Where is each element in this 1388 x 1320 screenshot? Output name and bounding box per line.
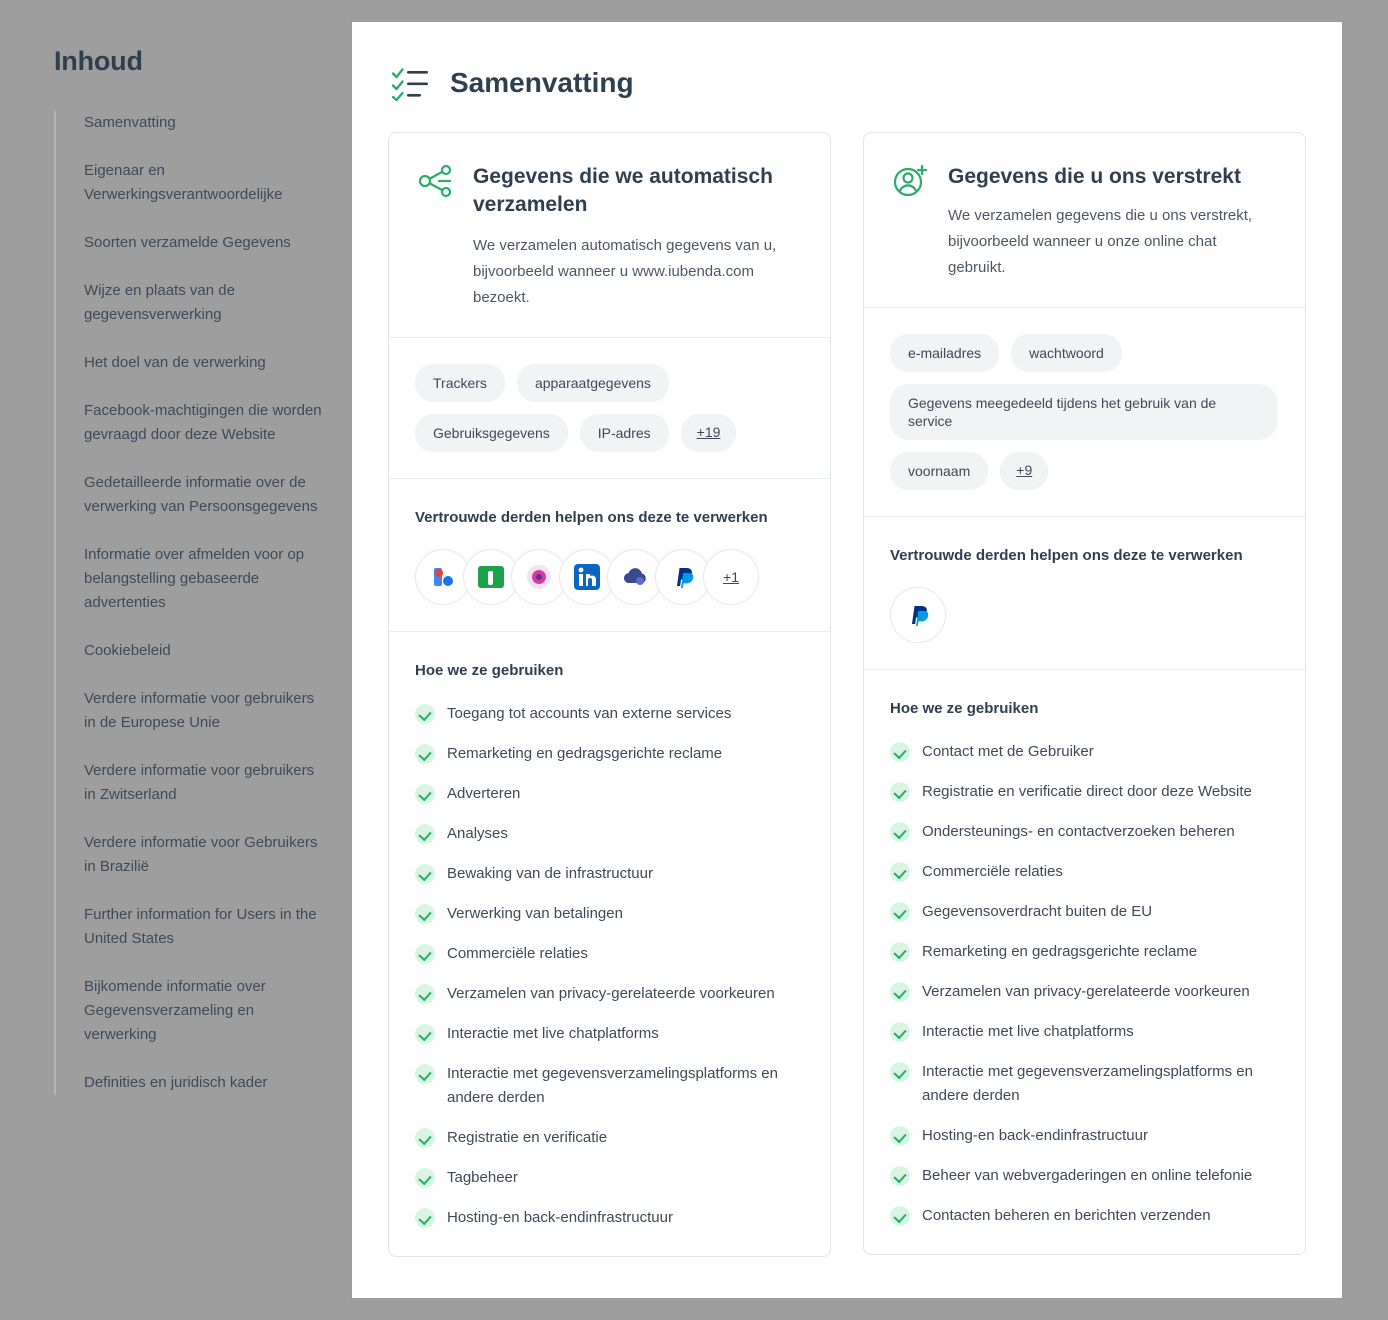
card2-use-11: Contacten beheren en berichten verzenden <box>922 1207 1211 1224</box>
card2-description: We verzamelen gegevens die u ons verstrekt, bijvoorbeeld wanneer u onze online chat gebruikt. <box>948 207 1253 276</box>
list-item <box>415 702 802 726</box>
card1-uses-section <box>389 632 830 1256</box>
check-icon <box>890 1126 910 1146</box>
check-icon <box>415 944 435 964</box>
list-item <box>890 900 1277 924</box>
paypal-logo[interactable] <box>890 587 946 643</box>
card1-third-parties-more-label: +1 <box>723 569 739 585</box>
card1-use-5: Verwerking van betalingen <box>447 905 623 922</box>
list-item <box>890 1164 1277 1188</box>
card2-use-2: Ondersteunings- en contactverzoeken beheren <box>922 823 1235 840</box>
card2-data-chips <box>890 334 1277 490</box>
card1-use-4: Bewaking van de infrastructuur <box>447 865 653 882</box>
list-item <box>890 820 1277 844</box>
list-item <box>415 862 802 886</box>
sidebar-item-zwitserland[interactable]: Verdere informatie voor gebruikers in Zwitserland <box>84 762 315 803</box>
check-icon <box>415 704 435 724</box>
list-item <box>890 980 1277 1004</box>
list-item <box>415 942 802 966</box>
list-item <box>415 1166 802 1190</box>
sidebar-item-definities[interactable]: Definities en juridisch kader <box>84 1074 268 1091</box>
check-icon <box>890 1022 910 1042</box>
card2-third-parties-title: Vertrouwde derden helpen ons deze te verwerken <box>890 547 1243 564</box>
toc-list <box>54 111 328 1095</box>
card-automatically-collected-data <box>388 132 831 1257</box>
user-add-icon <box>890 161 930 201</box>
card1-use-11: Tagbeheer <box>447 1169 518 1186</box>
card2-uses-list <box>890 740 1277 1228</box>
card2-chips-section <box>864 308 1305 517</box>
card1-use-12: Hosting-en back-endinfrastructuur <box>447 1209 673 1226</box>
sidebar-item-facebook-machtigingen[interactable]: Facebook-machtigingen die worden gevraagd door deze Website <box>84 402 322 443</box>
sidebar-item-brazilie[interactable]: Verdere informatie voor Gebruikers in Brazilië <box>84 834 318 875</box>
card2-header-section <box>864 133 1305 308</box>
card2-third-parties-section <box>864 517 1305 670</box>
sidebar-item-cookiebeleid[interactable]: Cookiebeleid <box>84 642 171 659</box>
check-icon <box>890 1206 910 1226</box>
page-header <box>352 22 1342 132</box>
card2-use-3: Commerciële relaties <box>922 863 1063 880</box>
sidebar-item-wijze-plaats[interactable]: Wijze en plaats van de gegevensverwerking <box>84 282 235 323</box>
card2-use-6: Verzamelen van privacy-gerelateerde voorkeuren <box>922 983 1250 1000</box>
card1-data-chips <box>415 364 802 452</box>
card2-uses-section <box>864 670 1305 1254</box>
check-icon <box>890 1062 910 1082</box>
list-item <box>890 1124 1277 1148</box>
page-title: Samenvatting <box>450 67 634 98</box>
card2-use-7: Interactie met live chatplatforms <box>922 1023 1134 1040</box>
sidebar-item-united-states[interactable]: Further information for Users in the United States <box>84 906 317 947</box>
card2-use-0: Contact met de Gebruiker <box>922 743 1094 760</box>
list-item <box>415 1022 802 1046</box>
chip-e-mailadres: e-mailadres <box>890 334 999 372</box>
card1-uses-list <box>415 702 802 1230</box>
card1-use-7: Verzamelen van privacy-gerelateerde voorkeuren <box>447 985 775 1002</box>
list-item <box>890 1204 1277 1228</box>
list-item <box>415 1062 802 1110</box>
check-icon <box>415 784 435 804</box>
chip-ip-adres: IP-adres <box>580 414 669 452</box>
check-icon <box>890 902 910 922</box>
card1-use-9: Interactie met gegevensverzamelingsplatforms en andere derden <box>447 1065 778 1106</box>
check-icon <box>415 1168 435 1188</box>
list-item <box>415 902 802 926</box>
sidebar-item-samenvatting[interactable]: Samenvatting <box>84 114 176 131</box>
card1-uses-title: Hoe we ze gebruiken <box>415 662 564 679</box>
sidebar-item-eigenaar[interactable]: Eigenaar en Verwerkingsverantwoordelijke <box>84 162 283 203</box>
check-icon <box>890 822 910 842</box>
card1-header-section <box>389 133 830 338</box>
card2-use-4: Gegevensoverdracht buiten de EU <box>922 903 1153 920</box>
check-icon <box>415 984 435 1004</box>
card1-title: Gegevens die we automatisch verzamelen <box>473 165 773 216</box>
chip-show-more-data-card2[interactable]: +9 <box>1000 452 1048 490</box>
check-icon <box>415 864 435 884</box>
card1-use-3: Analyses <box>447 825 508 842</box>
card1-third-parties-section <box>389 479 830 632</box>
card1-third-parties-more[interactable] <box>703 549 759 605</box>
list-item <box>415 982 802 1006</box>
sidebar-item-afmelden-advertenties[interactable]: Informatie over afmelden voor op belangstelling gebaseerde advertenties <box>84 546 305 611</box>
card2-title: Gegevens die u ons verstrekt <box>948 165 1241 188</box>
card2-third-party-logos <box>890 587 1277 643</box>
card2-use-9: Hosting-en back-endinfrastructuur <box>922 1127 1148 1144</box>
chip-gegevens-tijdens-gebruik: Gegevens meegedeeld tijdens het gebruik van de service <box>890 384 1277 440</box>
list-item <box>890 940 1277 964</box>
card2-head <box>890 159 1277 281</box>
chip-apparaatgegevens: apparaatgegevens <box>517 364 669 402</box>
card-user-provided-data <box>863 132 1306 1255</box>
check-icon <box>415 904 435 924</box>
card1-use-10: Registratie en verificatie <box>447 1129 608 1146</box>
card1-use-6: Commerciële relaties <box>447 945 588 962</box>
check-icon <box>890 942 910 962</box>
check-icon <box>415 744 435 764</box>
card1-third-parties-title: Vertrouwde derden helpen ons deze te verwerken <box>415 509 768 526</box>
list-item <box>415 742 802 766</box>
check-icon <box>415 1128 435 1148</box>
card2-uses-title: Hoe we ze gebruiken <box>890 700 1039 717</box>
list-item <box>890 780 1277 804</box>
check-icon <box>415 1208 435 1228</box>
check-icon <box>415 824 435 844</box>
card1-use-8: Interactie met live chatplatforms <box>447 1025 659 1042</box>
sidebar-item-soorten-gegevens[interactable]: Soorten verzamelde Gegevens <box>84 234 291 251</box>
list-item <box>415 1206 802 1230</box>
card1-use-1: Remarketing en gedragsgerichte reclame <box>447 745 723 762</box>
card1-use-0: Toegang tot accounts van externe services <box>447 705 732 722</box>
list-item <box>415 782 802 806</box>
sidebar-title: Inhoud <box>54 46 143 76</box>
list-item <box>415 1126 802 1150</box>
sidebar-item-europese-unie[interactable]: Verdere informatie voor gebruikers in de Europese Unie <box>84 690 315 731</box>
card1-use-2: Adverteren <box>447 785 521 802</box>
card2-use-8: Interactie met gegevensverzamelingsplatforms en andere derden <box>922 1063 1253 1104</box>
table-of-contents-sidebar <box>0 0 352 1320</box>
main-content-panel <box>352 22 1342 1298</box>
list-item <box>890 740 1277 764</box>
check-icon <box>890 782 910 802</box>
list-item <box>890 860 1277 884</box>
checklist-icon <box>390 64 430 102</box>
check-icon <box>890 1166 910 1186</box>
list-item <box>890 1020 1277 1044</box>
card1-chips-section <box>389 338 830 479</box>
card1-head <box>415 159 802 311</box>
sidebar-item-gedetailleerde-informatie[interactable]: Gedetailleerde informatie over de verwerking van Persoonsgegevens <box>84 474 318 515</box>
card2-use-5: Remarketing en gedragsgerichte reclame <box>922 943 1198 960</box>
card1-third-party-logos <box>415 549 802 605</box>
list-item <box>890 1060 1277 1108</box>
data-nodes-icon <box>415 161 455 201</box>
card2-use-1: Registratie en verificatie direct door deze Website <box>922 783 1252 800</box>
chip-trackers: Trackers <box>415 364 505 402</box>
check-icon <box>415 1024 435 1044</box>
chip-gebruiksgegevens: Gebruiksgegevens <box>415 414 568 452</box>
check-icon <box>890 742 910 762</box>
list-item <box>415 822 802 846</box>
sidebar-item-doel-verwerking[interactable]: Het doel van de verwerking <box>84 354 266 371</box>
card1-description: We verzamelen automatisch gegevens van u, bijvoorbeeld wanneer u www.iubenda.com bezoekt. <box>473 237 777 306</box>
check-icon <box>415 1064 435 1084</box>
check-icon <box>890 862 910 882</box>
chip-wachtwoord: wachtwoord <box>1011 334 1122 372</box>
sidebar-item-bijkomende-informatie[interactable]: Bijkomende informatie over Gegevensverzameling en verwerking <box>84 978 266 1043</box>
chip-show-more-data-card1[interactable]: +19 <box>681 414 737 452</box>
check-icon <box>890 982 910 1002</box>
summary-cards <box>352 132 1342 1257</box>
chip-voornaam: voornaam <box>890 452 988 490</box>
card2-use-10: Beheer van webvergaderingen en online telefonie <box>922 1167 1253 1184</box>
